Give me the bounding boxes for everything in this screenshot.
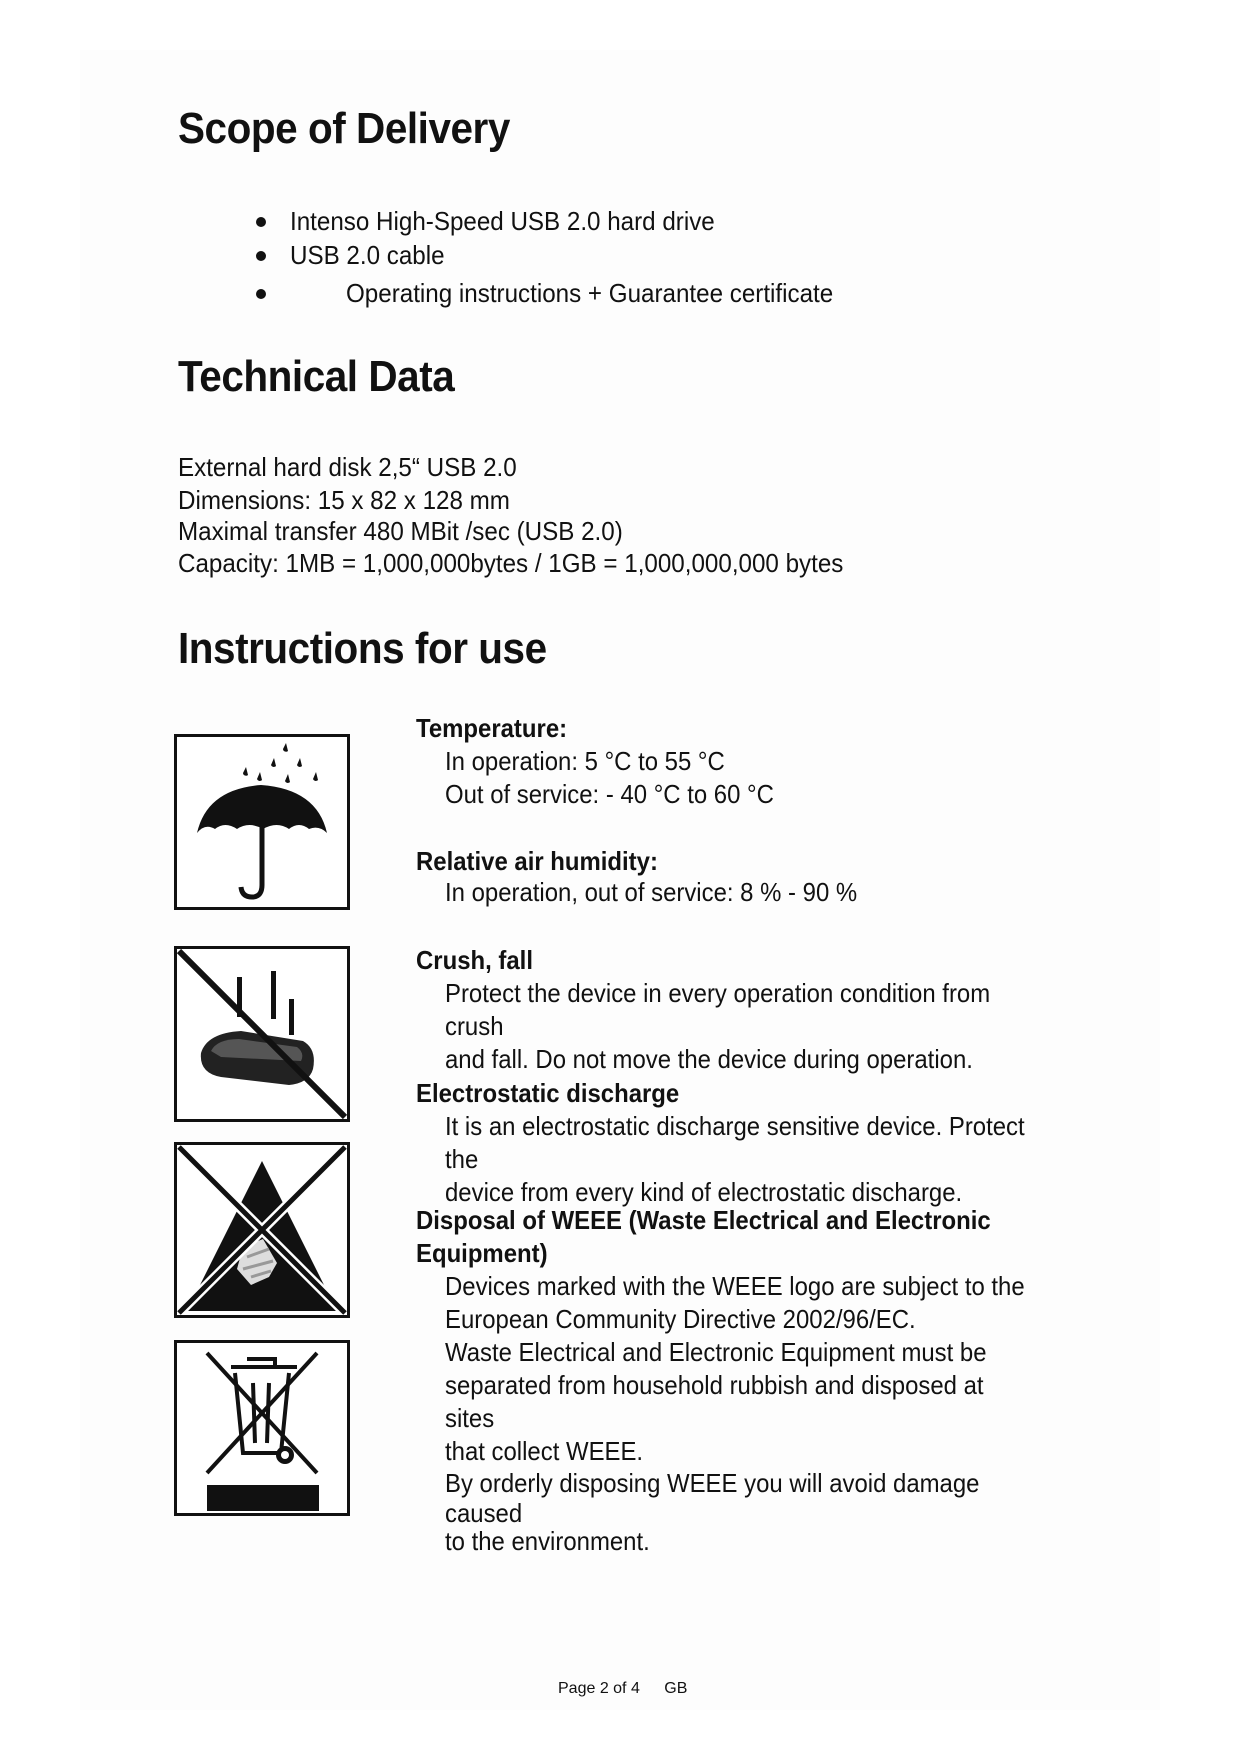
bullet-icon <box>256 289 266 299</box>
temperature-text: In operation: 5 °C to 55 °C Out of service: - 40 °C to 60 °C <box>445 746 774 809</box>
esd-text: It is an electrostatic discharge sensitive device. Protect the device from every kind of electrostatic discharge. <box>445 1111 1025 1207</box>
humidity-text: In operation, out of service: 8 % - 90 % <box>445 877 858 907</box>
weee-text: Devices marked with the WEEE logo are subject to the European Community Directive 2002/96/EC. Waste Electrical and Electronic Equipment must be separated from household rubbish and disposed at sites that collect WEEE. By orderly disposing WEEE you will avoid damage caused to the environment. <box>445 1271 1025 1556</box>
page-footer <box>558 1680 707 1698</box>
page-number: Page 2 of 4 <box>558 1680 640 1697</box>
bullet-icon <box>256 251 266 261</box>
crush-text: Protect the device in every operation condition from crush and fall. Do not move the device during operation. <box>445 978 991 1074</box>
list-item: Operating instructions + Guarantee certificate <box>258 276 870 310</box>
temperature-section <box>416 712 1056 811</box>
no-fall-icon <box>174 946 350 1122</box>
weee-section <box>416 1204 1056 1554</box>
crush-section <box>416 944 1056 1076</box>
humidity-heading: Relative air humidity: <box>416 846 658 876</box>
technical-data <box>178 450 893 580</box>
humidity-section <box>416 846 1056 909</box>
instructions-heading: Instructions for use <box>178 624 547 673</box>
spec-line: Dimensions: 15 x 82 x 128 mm <box>178 485 510 515</box>
language-code: GB <box>664 1680 688 1697</box>
weee-heading: Disposal of WEEE (Waste Electrical and Electronic <box>416 1205 991 1235</box>
esd-heading: Electrostatic discharge <box>416 1078 680 1108</box>
weee-bin-icon <box>174 1340 350 1516</box>
scope-heading: Scope of Delivery <box>178 104 510 153</box>
scope-list <box>258 204 870 310</box>
weee-heading-cont: Equipment) <box>416 1238 548 1268</box>
list-item: Intenso High-Speed USB 2.0 hard drive <box>258 204 870 238</box>
esd-section <box>416 1077 1056 1209</box>
temperature-heading: Temperature: <box>416 713 568 743</box>
no-esd-icon <box>174 1142 350 1318</box>
crush-heading: Crush, fall <box>416 945 533 975</box>
spec-line: Maximal transfer 480 MBit /sec (USB 2.0) <box>178 516 623 546</box>
bullet-icon <box>256 217 266 227</box>
technical-heading: Technical Data <box>178 352 455 401</box>
umbrella-icon <box>174 734 350 910</box>
spec-line: Capacity: 1MB = 1,000,000bytes / 1GB = 1,000,000,000 bytes <box>178 548 844 578</box>
spec-line: External hard disk 2,5“ USB 2.0 <box>178 452 517 482</box>
list-item: USB 2.0 cable <box>258 238 870 272</box>
